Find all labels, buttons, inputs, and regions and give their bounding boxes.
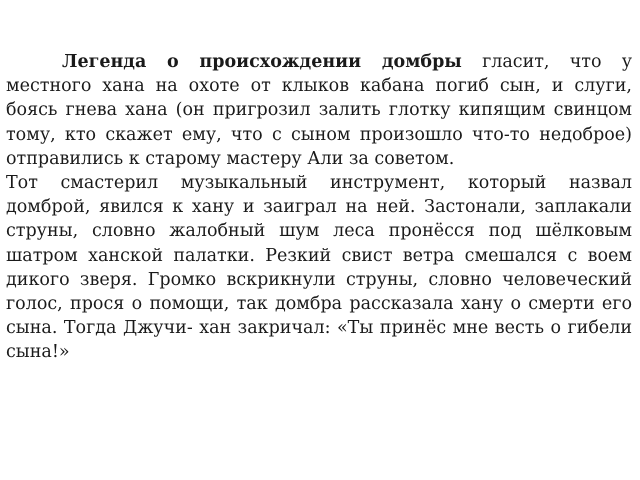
paragraph-intro-text: гласит, что у местного хана на охоте от клыков кабана погиб сын, и слуги, боясь гнева хана (он пригрозил залить глотку кипящим свинцом тому, кто скажет ему, что с сыном произошло что-то недоброе) отправились к старому мастеру Али за советом.	[6, 52, 632, 169]
legend-text-block	[6, 50, 632, 365]
paragraph-story: Тот смастерил музыкальный инструмент, который назвал домброй, явился к хану и заиграл на ней. Застонали, заплакали струны, словно жалобный шум леса пронёсся под шёлковым шатром ханской палатки. Резкий свист ветра смешался с воем дикого зверя. Громко вскрикнули струны, словно человеческий голос, прося о помощи, так домбра рассказала хану о смерти его сына. Тогда Джучи- хан закричал: «Ты принёс мне весть о гибели сына!»	[6, 173, 632, 363]
paragraph-intro	[6, 50, 632, 171]
legend-title: Легенда о происхождении домбры	[62, 52, 462, 72]
